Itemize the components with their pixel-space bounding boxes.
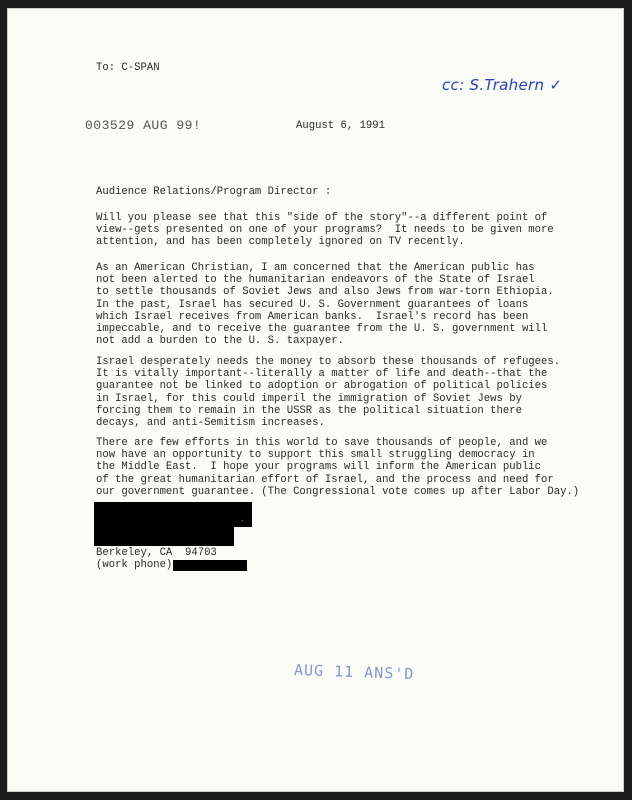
redacted-address-block bbox=[94, 527, 234, 546]
paragraph-4: There are few efforts in this world to save thousands of people, and we now have an opportunity to support this small struggling democracy in the Middle East. I hope your programs will inform the American public of the great humanitarian effort of Israel, and the process and need for our government guarantee. (The Congressional vote comes up after Labor Day.) bbox=[96, 437, 580, 498]
answered-date-stamp: AUG 11 ANS'D bbox=[293, 660, 415, 684]
paragraph-1: Will you please see that this "side of the story"--a different point of view--gets presented on one of your programs? It needs to be given more attention, and has been completely ignored on TV recently. bbox=[96, 212, 554, 249]
signature-phone-label: (work phone) bbox=[96, 559, 173, 571]
paragraph-3: Israel desperately needs the money to absorb these thousands of refugees. It is vitally important--literally a matter of life and death--that the guarantee not be linked to adoption or abrogation of political policies in Israel, for this could imperil the immigration of Soviet Jews by forcing them to remain in the USSR as the political situation there decays, and anti-Semitism increases. bbox=[96, 356, 561, 430]
salutation: Audience Relations/Program Director : bbox=[96, 186, 332, 198]
redacted-name-block bbox=[94, 502, 252, 527]
letter-page bbox=[7, 8, 624, 792]
handwritten-cc-note: cc: S.Trahern ✓ bbox=[442, 76, 563, 94]
paragraph-2: As an American Christian, I am concerned that the American public has not been alerted to the humanitarian endeavors of the State of Israel to settle thousands of Soviet Jews and also Jews from war-torn Ethiopia. In the past, Israel has secured U. S. Government guarantees of loans which Israel receives from American banks. Israel's record has been impeccable, and to receive the guarantee from the U. S. government will not add a burden to the U. S. taxpayer. bbox=[96, 262, 554, 348]
letter-date: August 6, 1991 bbox=[296, 120, 386, 132]
to-line: To: C-SPAN bbox=[96, 62, 160, 74]
signature-city-line: Berkeley, CA 94703 bbox=[96, 547, 217, 559]
redacted-phone-number bbox=[173, 560, 247, 571]
received-number-stamp: 003529 AUG 99! bbox=[85, 118, 202, 133]
stray-mark: ˚ bbox=[240, 520, 245, 529]
